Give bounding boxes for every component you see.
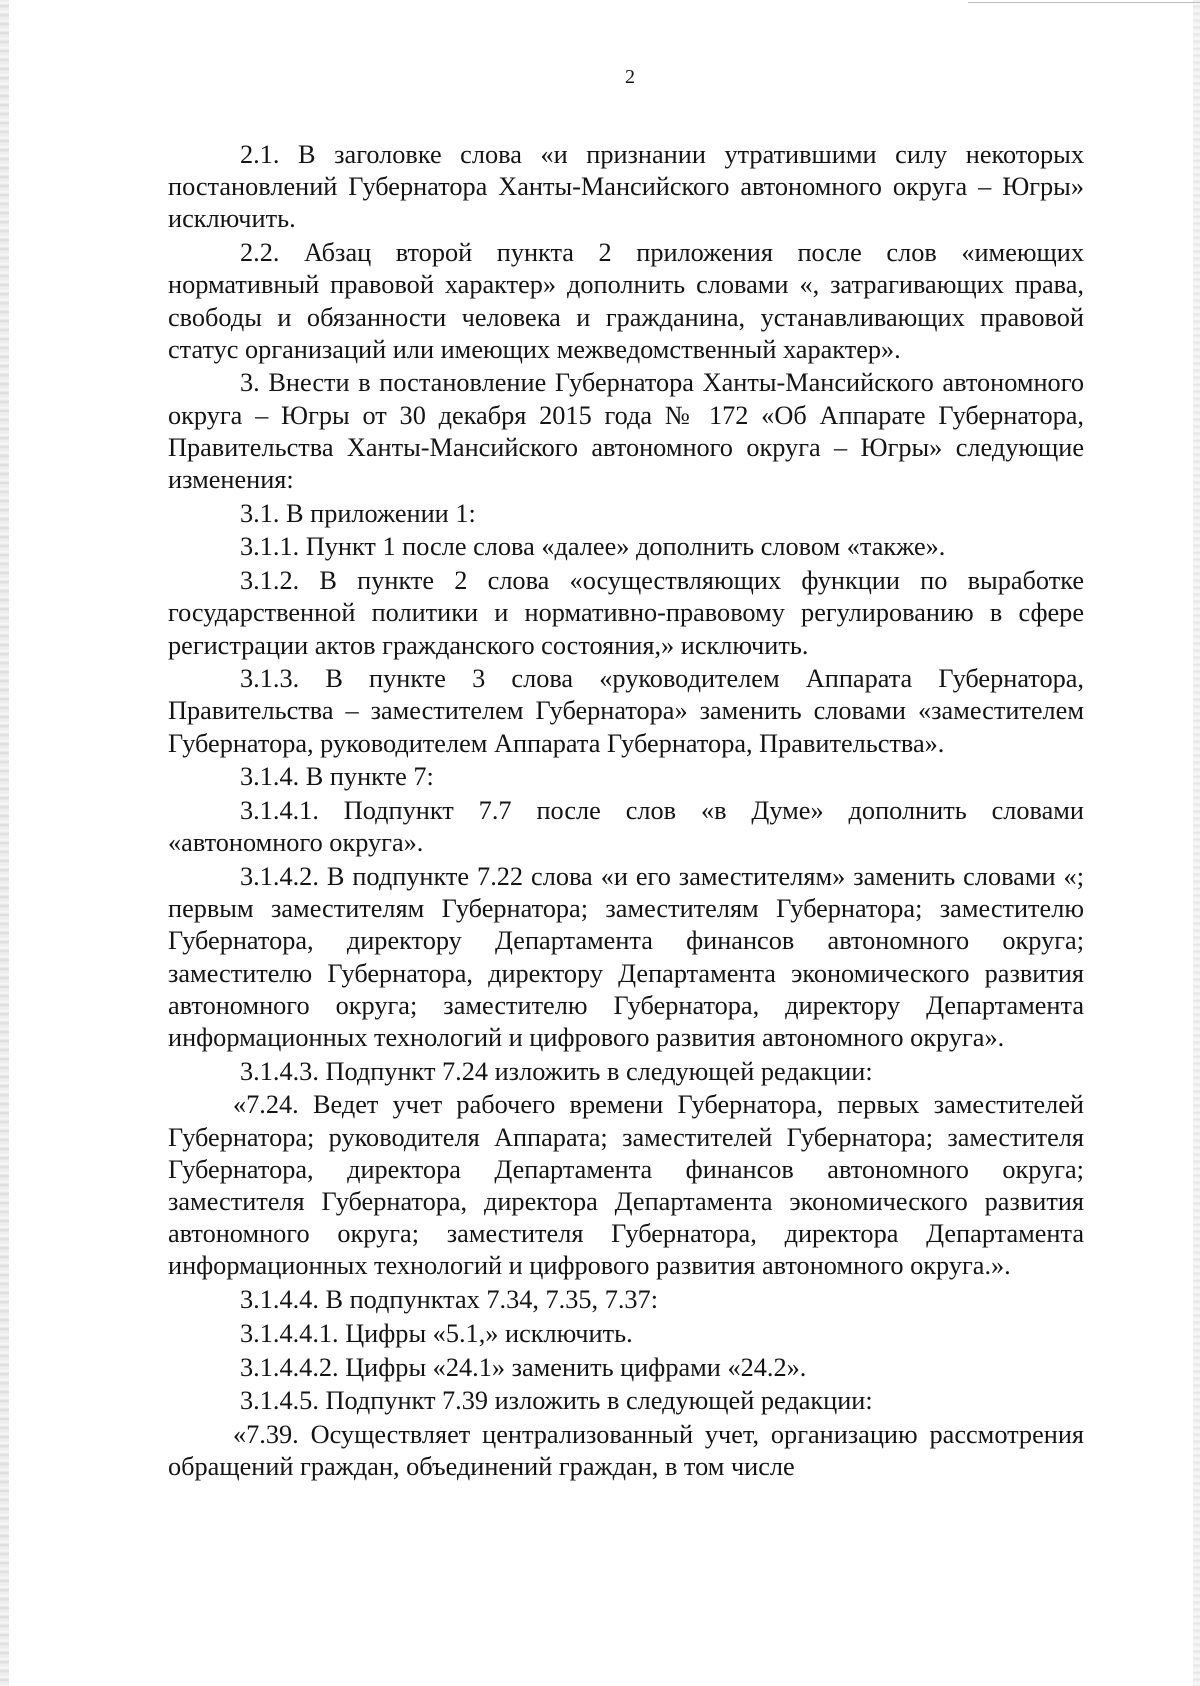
paragraph-3-1-3: 3.1.3. В пункте 3 слова «руководителем Аппарата Губернатора, Правительства – заместителем Губернатора» заменить словами «заместителем Губернатора, руководителем Аппарата Губернатора, Правительства». bbox=[168, 664, 1084, 758]
paragraph-3-1-4-3: 3.1.4.3. Подпункт 7.24 изложить в следующей редакции: bbox=[240, 1056, 873, 1086]
document-body bbox=[168, 139, 1084, 1485]
paragraph-3: 3. Внести в постановление Губернатора Ханты-Мансийского автономного округа – Югры от 30 декабря 2015 года № 172 «Об Аппарате Губернатора, Правительства Ханты-Мансийского автономного округа – Югры» следующие изменения: bbox=[168, 368, 1084, 495]
paragraph-3-1-4-4: 3.1.4.4. В подпунктах 7.34, 7.35, 7.37: bbox=[240, 1285, 659, 1315]
scan-top-line bbox=[968, 2, 1200, 3]
paragraph-3-1-4-4-1: 3.1.4.4.1. Цифры «5.1,» исключить. bbox=[240, 1318, 633, 1348]
page-number: 2 bbox=[625, 66, 635, 88]
quote-7-39: «7.39. Осуществляет централизованный учет, организацию рассмотрения обращений граждан, объединений граждан, в том числе bbox=[168, 1419, 1084, 1482]
quote-7-24: «7.24. Ведет учет рабочего времени Губернатора, первых заместителей Губернатора; руководителя Аппарата; заместителей Губернатора; заместителя Губернатора, директора Департамента финансов автономного округа; заместителя Губернатора, директора Департамента экономического развития автономного округа; заместителя Губернатора, директора Департамента информационных технологий и цифрового развития автономного округа.». bbox=[168, 1090, 1084, 1281]
paragraph-2-1: 2.1. В заголовке слова «и признании утратившими силу некоторых постановлений Губернатора Ханты-Мансийского автономного округа – Югры» исключить. bbox=[168, 140, 1084, 234]
paragraph-3-1-4: 3.1.4. В пункте 7: bbox=[240, 762, 434, 792]
paragraph-3-1-2: 3.1.2. В пункте 2 слова «осуществляющих функции по выработке государственной политики и нормативно-правовому регулированию в сфере регистрации актов гражданского состояния,» исключить. bbox=[168, 566, 1084, 660]
paragraph-3-1-1: 3.1.1. Пункт 1 после слова «далее» дополнить словом «также». bbox=[240, 532, 946, 562]
paragraph-3-1-4-2: 3.1.4.2. В подпункте 7.22 слова «и его заместителям» заменить словами «; первым заместителям Губернатора; заместителям Губернатора; заместителю Губернатора, директору Департамента финансов автономного округа; заместителю Губернатора, директору Департамента экономического развития автономного округа; заместителю Губернатора, директору Департамента информационных технологий и цифрового развития автономного округа». bbox=[168, 861, 1084, 1052]
paragraph-2-2: 2.2. Абзац второй пункта 2 приложения после слов «имеющих нормативный правовой характер» дополнить словами «, затрагивающих права, свободы и обязанности человека и гражданина, устанавливающих правовой статус организаций или имеющих межведомственный характер». bbox=[168, 238, 1084, 364]
paragraph-3-1-4-4-2: 3.1.4.4.2. Цифры «24.1» заменить цифрами «24.2». bbox=[240, 1352, 807, 1382]
scan-edge-left bbox=[0, 0, 9, 1686]
paragraph-3-1-4-1: 3.1.4.1. Подпункт 7.7 после слов «в Думе» дополнить словами «автономного округа». bbox=[168, 796, 1084, 858]
paragraph-3-1: 3.1. В приложении 1: bbox=[240, 498, 476, 528]
scan-edge-right bbox=[1193, 0, 1200, 1686]
paragraph-3-1-4-5: 3.1.4.5. Подпункт 7.39 изложить в следующей редакции: bbox=[240, 1386, 873, 1416]
